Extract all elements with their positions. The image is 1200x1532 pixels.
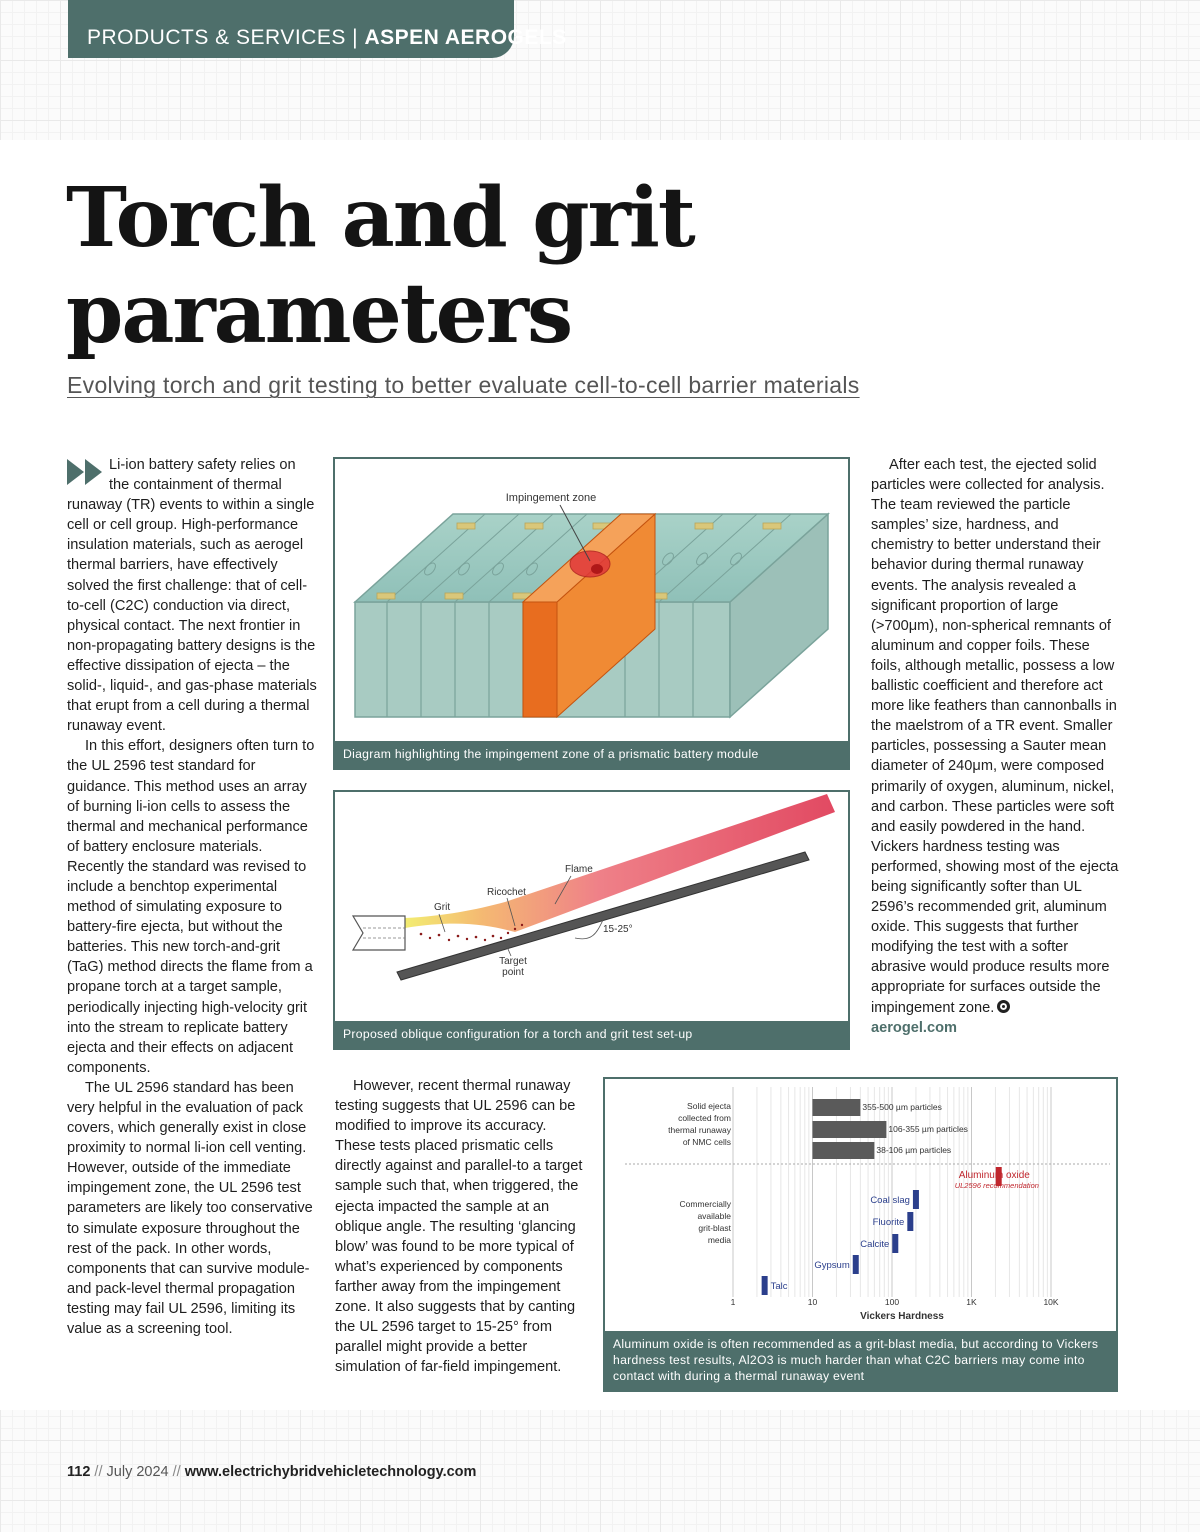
ejecta-bar [813, 1121, 887, 1138]
section-header [68, 0, 567, 58]
grit-media-marker [853, 1255, 859, 1274]
group-label: of NMC cells [682, 1137, 731, 1147]
x-tick-label: 10 [807, 1297, 818, 1307]
x-tick-label: 100 [884, 1297, 900, 1307]
ejecta-bar-label: 355-500 µm particles [862, 1102, 942, 1112]
target-label-line-1: Target [499, 956, 527, 967]
paragraph: However, recent thermal runaway testing suggests that UL 2596 can be modified to improve its accuracy. These tests placed prismatic cells directly against and parallel-to a target sample such that, when triggered, the ejecta impacted the sample at an oblique angle. The resulting ‘glancing blow’ was found to be more typical of what’s experienced by components farther away from the impingement zone. It also suggests that by canting the UL 2596 target to 15-25° from parallel might provide a better simulation of far-field impingement. [335, 1078, 583, 1376]
group-label: thermal runaway [668, 1125, 731, 1135]
figure-hardness-chart [603, 1077, 1118, 1392]
double-triangle-icon [67, 459, 103, 485]
footer-separator: // [90, 1464, 107, 1480]
website-link[interactable]: aerogel.com [871, 1019, 957, 1036]
grit-media-marker [907, 1212, 913, 1231]
grit-media-label: Fluorite [872, 1217, 905, 1228]
paragraph: After each test, the ejected solid particles were collected for analysis. The team reviewed the particle samples’ size, hardness, and chemistry to better understand their behavior during thermal runaway events. The analysis revealed a significant proportion of large (>700μm), non-spherical remnants of aluminum and copper foils. These foils, although metallic, possess a low ballistic coefficient and therefore act more like feathers than cannonballs in the maelstrom of a TR event. Smaller particles, possessing a Sauter mean diameter of 240μm, were composed primarily of oxygen, aluminum, nickel, and carbon. These particles were soft and easily powdered in the hand. Vickers hardness testing was performed, showing most of the ejecta being significantly softer than UL 2596’s recommended grit, aluminum oxide. This suggests that further modifying the test with a softer abrasive would produce results more appropriate for surfaces outside the impingement zone. [871, 457, 1119, 1016]
text-column-right [871, 455, 1121, 1038]
section-company: ASPEN AEROGELS [364, 26, 567, 49]
figure-caption: Proposed oblique configuration for a torch and grit test set-up [335, 1021, 848, 1048]
group-label: available [697, 1211, 731, 1221]
text-column-middle [335, 1076, 587, 1377]
grit-media-note: UL2596 recommendation [954, 1181, 1039, 1190]
group-label: media [707, 1235, 731, 1245]
section-prefix: PRODUCTS & SERVICES | [87, 26, 365, 49]
grit-media-label: Aluminum oxide [958, 1170, 1030, 1181]
magazine-website[interactable]: www.electrichybridvehicletechnology.com [184, 1464, 477, 1480]
grit-media-marker [913, 1190, 919, 1209]
ejecta-bar [813, 1142, 875, 1159]
paragraph-intro: Li-ion battery safety relies on the containment of thermal runaway (TR) events to within a single cell or cell group. High-performance insulation materials, such as aerogel thermal barriers, have effectively solved the first challenge: that of cell-to-cell (C2C) conduction via direct, physical contact. The next frontier in non-propagating battery designs is the effective dissipation of ejecta – the solid-, liquid-, and gas-phase materials that erupt from a cell during a thermal runaway event. [67, 457, 317, 735]
title-line-1: Torch and grit [66, 170, 694, 266]
article-subtitle: Evolving torch and grit testing to better evaluate cell-to-cell barrier materials [67, 372, 860, 398]
text-column-left [67, 455, 317, 1339]
end-of-article-icon [997, 1000, 1010, 1013]
x-tick-label: 1K [966, 1297, 977, 1307]
target-label-line-2: point [502, 967, 524, 978]
grit-media-label: Talc [770, 1281, 788, 1292]
footer-separator: // [168, 1464, 185, 1480]
ejecta-bar [813, 1099, 861, 1116]
figure-caption: Aluminum oxide is often recommended as a grit-blast media, but according to Vickers hardness test results, Al2O3 is much harder than what C2C barriers may come into contact with during a thermal runaway event [605, 1331, 1116, 1390]
paragraph: In this effort, designers often turn to the UL 2596 test standard for guidance. This method uses an array of burning li-ion cells to assess the thermal and mechanical performance of battery enclosure materials. Recently the standard was revised to include a benchtop experimental method of simulating exposure to battery-fire ejecta, but without the batteries. This new torch-and-grit (TaG) method directs the flame from a propane torch at a target sample, periodically injecting high-velocity grit into the stream to replicate battery ejecta and their effects on adjacent components. [67, 738, 315, 1076]
grit-media-label: Gypsum [814, 1260, 850, 1271]
ricochet-label: Ricochet [487, 887, 526, 898]
group-label: Solid ejecta [687, 1101, 731, 1111]
page-number: 112 [67, 1464, 91, 1480]
figure-caption: Diagram highlighting the impingement zone of a prismatic battery module [335, 741, 848, 768]
title-line-2: parameters [66, 266, 572, 362]
figure-battery-module [333, 457, 850, 770]
grit-media-marker [892, 1234, 898, 1253]
x-tick-label: 1 [730, 1297, 736, 1307]
impingement-zone-label: Impingement zone [505, 492, 597, 504]
x-axis-label: Vickers Hardness [860, 1311, 944, 1322]
group-label: Commercially [679, 1199, 731, 1209]
battery-module-diagram [335, 459, 848, 741]
vickers-hardness-chart [605, 1079, 1116, 1339]
grit-media-marker [762, 1276, 768, 1295]
ejecta-bar-label: 106-355 µm particles [888, 1124, 968, 1134]
angle-label: 15-25° [603, 924, 633, 935]
paragraph: The UL 2596 standard has been very helpful in the evaluation of pack covers, which generally exist in close proximity to normal li-ion cell venting. However, outside of the immediate impingement zone, the UL 2596 test parameters are likely too conservative to simulate exposure throughout the rest of the pack. In other words, components that can survive module- and pack-level thermal propagation testing may fail UL 2596, limiting its value as a screening tool. [67, 1079, 313, 1338]
issue-date: July 2024 [106, 1464, 169, 1480]
article-title [66, 170, 826, 362]
group-label: grit-blast [698, 1223, 731, 1233]
ejecta-bar-label: 38-106 µm particles [876, 1145, 952, 1155]
grit-label: Grit [434, 902, 451, 913]
flame-label: Flame [565, 864, 593, 875]
figure-torch-grit-setup [333, 790, 850, 1050]
x-tick-label: 10K [1043, 1297, 1059, 1307]
group-label: collected from [678, 1113, 731, 1123]
grit-media-label: Coal slag [870, 1195, 910, 1206]
torch-grit-diagram [335, 792, 848, 1022]
page-footer [67, 1464, 476, 1480]
grit-media-label: Calcite [860, 1239, 890, 1250]
